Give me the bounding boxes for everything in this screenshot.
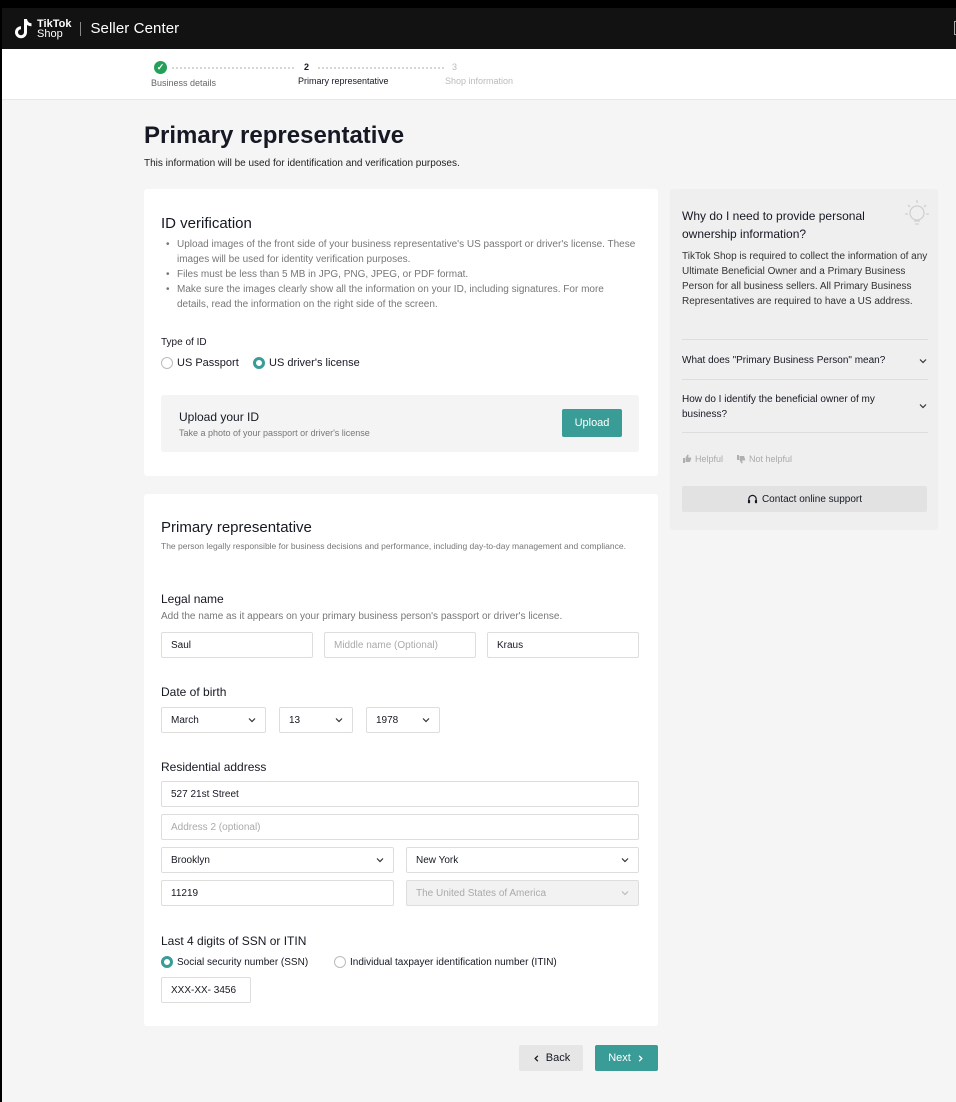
tiktok-shop-logo[interactable] [12, 8, 71, 49]
next-label: Next [608, 1052, 631, 1064]
dob-label: Date of birth [161, 685, 227, 699]
ssn-label: Last 4 digits of SSN or ITIN [161, 934, 307, 948]
headset-icon [747, 494, 758, 505]
not-helpful-button[interactable] [736, 454, 792, 464]
step-connector [172, 67, 294, 69]
zip-field[interactable]: 11219 [161, 880, 394, 906]
back-label: Back [545, 1052, 571, 1064]
step-label: Primary representative [298, 76, 389, 86]
upload-subtitle: Take a photo of your passport or driver's license [179, 428, 370, 438]
radio-label: Social security number (SSN) [177, 956, 309, 968]
radio-itin[interactable] [334, 956, 557, 968]
city-select[interactable] [161, 847, 394, 873]
country-select [406, 880, 639, 906]
address-label: Residential address [161, 760, 267, 774]
page-title: Primary representative [144, 122, 405, 149]
address-line1-field[interactable]: 527 21st Street [161, 781, 639, 807]
state-select[interactable] [406, 847, 639, 873]
tiktok-logo-icon [12, 17, 34, 41]
step-number: 3 [452, 62, 458, 72]
radio-selected-icon [253, 357, 265, 369]
upload-button[interactable]: Upload [562, 409, 622, 437]
id-requirements-list [166, 237, 636, 312]
help-answer: TikTok Shop is required to collect the information of any Ultimate Beneficial Owner and a Primary Business Person for all business sellers. All Primary Business Representatives are required to have a US address. [682, 251, 928, 307]
legal-name-hint: Add the name as it appears on your primary business person's passport or driver's license. [161, 611, 563, 622]
app-title: Seller Center [90, 20, 180, 37]
help-panel [670, 189, 938, 530]
contact-support-label: Contact online support [761, 493, 863, 505]
faq-question: How do I identify the beneficial owner of my business? [682, 394, 875, 420]
radio-label: US Passport [177, 357, 239, 369]
back-button[interactable] [519, 1045, 583, 1071]
section-description: The person legally responsible for business decisions and performance, including day-to-day management and compliance. [161, 541, 626, 551]
chevron-down-icon [334, 715, 344, 725]
divider [682, 339, 928, 340]
radio-us-passport[interactable] [161, 357, 239, 369]
select-value: The United States of America [416, 887, 547, 899]
section-title: ID verification [161, 215, 252, 232]
middle-name-field[interactable]: Middle name (Optional) [324, 632, 476, 658]
legal-name-label: Legal name [161, 592, 224, 606]
page-subtitle: This information will be used for identification and verification purposes. [144, 158, 460, 169]
next-button[interactable] [595, 1045, 658, 1071]
select-value: March [171, 714, 199, 726]
primary-representative-card [144, 494, 658, 1026]
radio-selected-icon [161, 956, 173, 968]
logo-text-tiktok: TikTok [37, 17, 72, 30]
step-connector [318, 67, 444, 69]
first-name-field[interactable]: Saul [161, 632, 313, 658]
select-value: 13 [289, 714, 301, 726]
list-item: • Make sure the images clearly show all the information on your ID, including signatures. For more details, read the information on the right side of the screen. [166, 282, 636, 312]
chevron-down-icon [918, 356, 928, 366]
chevron-down-icon [375, 855, 385, 865]
helpful-button[interactable] [682, 454, 723, 464]
faq-question: What does "Primary Business Person" mean? [682, 355, 886, 366]
divider [682, 379, 928, 380]
address-line2-field[interactable]: Address 2 (optional) [161, 814, 639, 840]
chevron-down-icon [247, 715, 257, 725]
thumbs-down-icon [736, 454, 746, 464]
select-value: New York [416, 854, 459, 866]
help-question: Why do I need to provide personal ownership information? [682, 209, 865, 241]
list-item: • Files must be less than 5 MB in JPG, PNG, JPEG, or PDF format. [166, 267, 636, 282]
id-verification-card [144, 189, 658, 476]
chevron-down-icon [620, 855, 630, 865]
step-completed-check-icon: ✓ [154, 61, 167, 74]
divider [682, 432, 928, 433]
contact-support-button[interactable] [682, 486, 927, 512]
upload-title: Upload your ID [179, 410, 260, 424]
ssn-field[interactable]: XXX-XX- 3456 [161, 977, 251, 1003]
lightbulb-icon [900, 197, 930, 227]
header-divider [80, 22, 81, 36]
progress-stepper [2, 49, 956, 100]
radio-us-drivers-license[interactable] [253, 357, 360, 369]
chevron-left-icon [532, 1054, 541, 1063]
chevron-right-icon [636, 1054, 645, 1063]
dob-year-select[interactable] [366, 707, 440, 733]
radio-icon [334, 956, 346, 968]
app-frame [2, 8, 956, 1102]
select-value: Brooklyn [171, 854, 210, 866]
top-bar [2, 8, 956, 49]
section-title: Primary representative [161, 519, 312, 536]
step-label: Shop information [445, 76, 514, 86]
radio-label: Individual taxpayer identification number (ITIN) [350, 956, 557, 968]
faq-item-beneficial-owner[interactable] [682, 392, 928, 422]
radio-ssn[interactable] [161, 956, 308, 968]
chevron-down-icon [421, 715, 431, 725]
faq-item-primary-business-person[interactable] [682, 353, 928, 368]
thumbs-up-icon [682, 454, 692, 464]
last-name-field[interactable]: Kraus [487, 632, 639, 658]
not-helpful-label: Not helpful [749, 454, 793, 464]
chevron-down-icon [918, 401, 928, 411]
step-number: 2 [304, 62, 310, 72]
chevron-down-icon [620, 888, 630, 898]
id-type-label: Type of ID [161, 337, 207, 348]
upload-id-box [161, 395, 639, 452]
step-label: Business details [151, 78, 217, 88]
radio-label: US driver's license [269, 357, 360, 369]
select-value: 1978 [376, 714, 399, 726]
radio-icon [161, 357, 173, 369]
list-item: • Upload images of the front side of your business representative's US passport or driver's license. These images will be used for identity verification purposes. [166, 237, 636, 267]
logo-text-shop: Shop [37, 27, 63, 40]
helpful-label: Helpful [695, 454, 724, 464]
dob-day-select[interactable] [279, 707, 353, 733]
dob-month-select[interactable] [161, 707, 266, 733]
